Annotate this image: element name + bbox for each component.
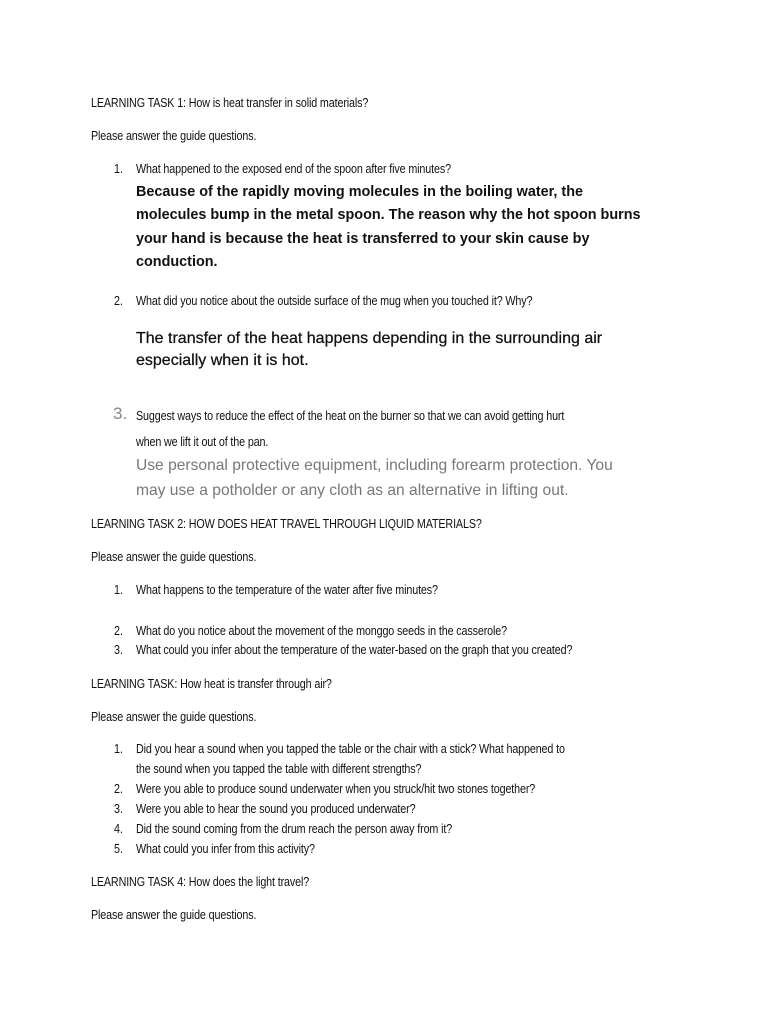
task1-a3-line2: may use a potholder or any cloth as an alternative in lifting out.: [136, 482, 569, 499]
task3-q1-number: 1.: [114, 742, 123, 756]
task3-heading: LEARNING TASK: How heat is transfer through air?: [91, 677, 332, 691]
task3-q2-number: 2.: [114, 782, 123, 796]
task3-q1-text-line2: the sound when you tapped the table with different strengths?: [136, 762, 422, 776]
task1-q3-number: 3.: [113, 404, 128, 423]
task1-a1-line3: your hand is because the heat is transferred to your skin cause by: [136, 231, 590, 247]
task3-q5-number: 5.: [114, 842, 123, 856]
task2-q2-text: What do you notice about the movement of the monggo seeds in the casserole?: [136, 624, 507, 638]
task2-q3-text: What could you infer about the temperature of the water-based on the graph that you created?: [136, 643, 573, 657]
task1-instruction: Please answer the guide questions.: [91, 129, 257, 143]
task1-q3-text-line1: Suggest ways to reduce the effect of the heat on the burner so that we can avoid getting hurt: [136, 409, 565, 423]
task2-instruction: Please answer the guide questions.: [91, 550, 257, 564]
task1-a1-line4: conduction.: [136, 254, 218, 270]
task2-q1-text: What happens to the temperature of the water after five minutes?: [136, 583, 438, 597]
task3-q1-text-line1: Did you hear a sound when you tapped the table or the chair with a stick? What happened to: [136, 742, 565, 756]
task1-q2-number: 2.: [114, 294, 123, 308]
task1-a2-line1: The transfer of the heat happens depending in the surrounding air: [136, 330, 603, 347]
task2-q2-number: 2.: [114, 624, 123, 638]
task3-q4-text: Did the sound coming from the drum reach the person away from it?: [136, 822, 453, 836]
task3-q3-text: Were you able to hear the sound you produced underwater?: [136, 802, 416, 816]
task2-heading: LEARNING TASK 2: HOW DOES HEAT TRAVEL THROUGH LIQUID MATERIALS?: [91, 517, 482, 531]
task2-q3-number: 3.: [114, 643, 123, 657]
task1-q1-text: What happened to the exposed end of the spoon after five minutes?: [136, 162, 451, 176]
task3-q4-number: 4.: [114, 822, 123, 836]
task1-q2-text: What did you notice about the outside surface of the mug when you touched it? Why?: [136, 294, 533, 308]
task1-a3-line1: Use personal protective equipment, including forearm protection. You: [136, 457, 613, 474]
task1-heading: LEARNING TASK 1: How is heat transfer in solid materials?: [91, 96, 369, 110]
task2-q1-number: 1.: [114, 583, 123, 597]
task4-heading: LEARNING TASK 4: How does the light travel?: [91, 875, 310, 889]
task3-instruction: Please answer the guide questions.: [91, 710, 257, 724]
task1-q1-number: 1.: [114, 162, 123, 176]
task1-a1-line2: molecules bump in the metal spoon. The reason why the hot spoon burns: [136, 207, 641, 223]
task4-instruction: Please answer the guide questions.: [91, 908, 257, 922]
task3-q5-text: What could you infer from this activity?: [136, 842, 315, 856]
task1-q3-text-line2: when we lift it out of the pan.: [136, 435, 269, 449]
task3-q2-text: Were you able to produce sound underwater when you struck/hit two stones together?: [136, 782, 536, 796]
task1-a1-line1: Because of the rapidly moving molecules in the boiling water, the: [136, 184, 584, 200]
task3-q3-number: 3.: [114, 802, 123, 816]
task1-a2-line2: especially when it is hot.: [136, 352, 309, 369]
